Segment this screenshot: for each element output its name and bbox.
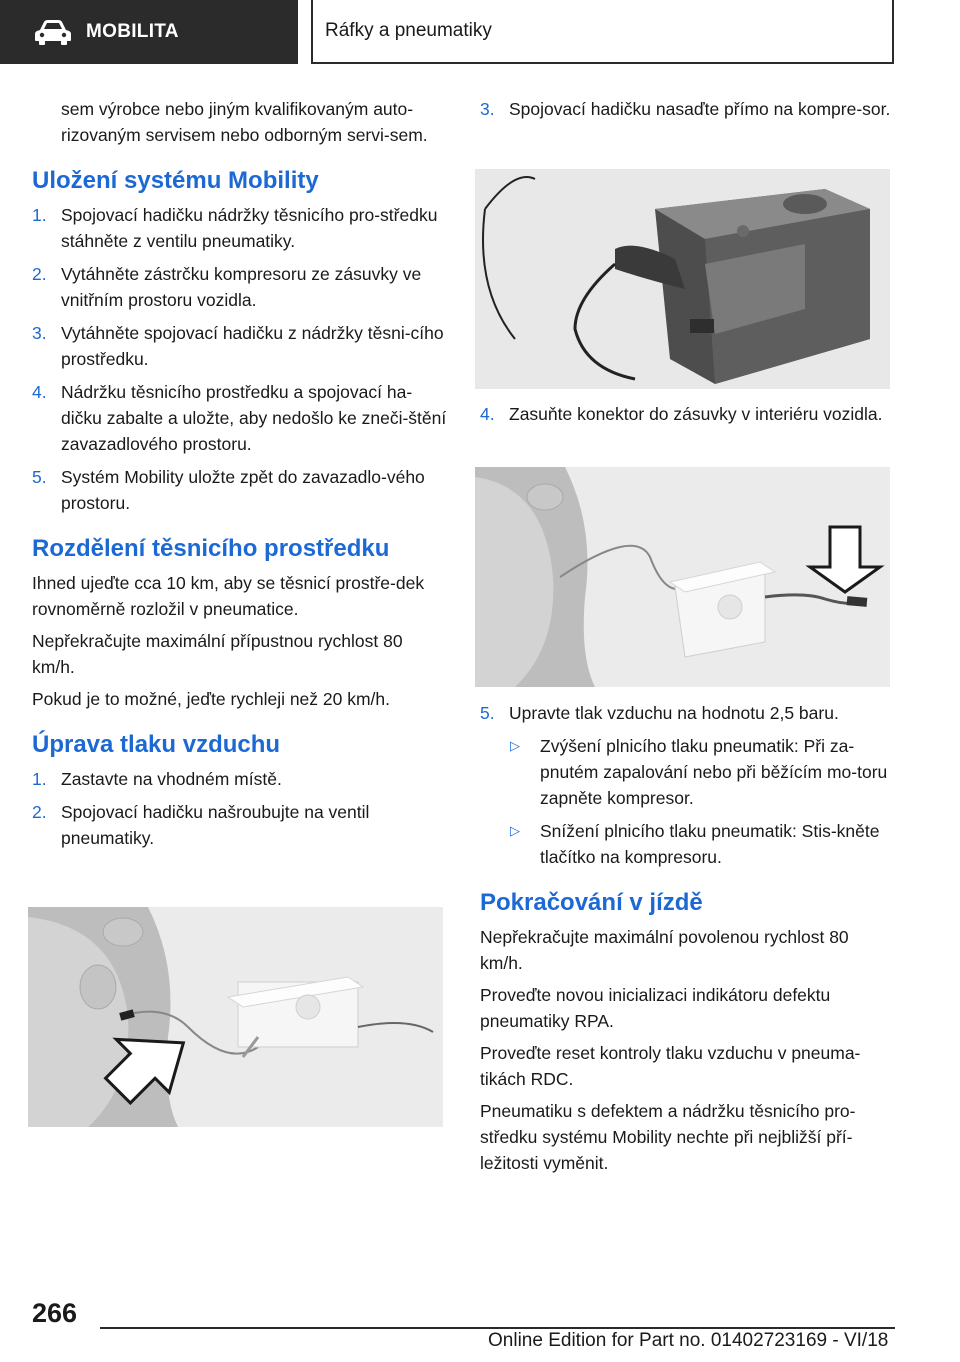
pressure-step bbox=[32, 766, 447, 792]
chapter-title-text: Ráfky a pneumatiky bbox=[325, 20, 492, 41]
distribute-paragraph: Ihned ujeďte cca 10 km, aby se těsnicí prostře-dek rovnoměrně rozložil v pneumatice. bbox=[32, 573, 425, 619]
bullet-text: Zvýšení plnicího tlaku pneumatik: Při za-pnutém zapalování nebo při běžícím mo-toru zapněte kompresor. bbox=[540, 736, 888, 808]
step-number: 3. bbox=[480, 99, 495, 119]
heading-pressure: Úprava tlaku vzduchu bbox=[32, 731, 281, 758]
section-label: MOBILITA bbox=[86, 21, 179, 42]
stow-step bbox=[32, 261, 447, 313]
figure-socket bbox=[475, 467, 890, 687]
footer-divider bbox=[100, 1327, 895, 1329]
stow-step bbox=[32, 320, 447, 372]
compressor-step bbox=[480, 96, 895, 122]
distribute-paragraph: Pokud je to možné, jeďte rychleji než 20 km/h. bbox=[32, 689, 391, 709]
heading-continue: Pokračování v jízdě bbox=[480, 889, 703, 916]
socket-step bbox=[480, 401, 895, 427]
bullet-item bbox=[509, 733, 895, 811]
right-column-step4 bbox=[480, 401, 895, 434]
continue-paragraph: Pneumatiku s defektem a nádržku těsnicího pro-středku systému Mobility nechte při nejbližší pří-ležitosti vyměnit. bbox=[480, 1101, 856, 1173]
intro-paragraph: sem výrobce nebo jiným kvalifikovaným auto-rizovaným servisem nebo odborným servi-sem. bbox=[61, 99, 428, 145]
step-number: 5. bbox=[480, 703, 495, 723]
step-text: Zasuňte konektor do zásuvky v interiéru vozidla. bbox=[509, 404, 883, 424]
figure-compressor bbox=[475, 169, 890, 389]
step-text: Systém Mobility uložte zpět do zavazadlo-vého prostoru. bbox=[61, 467, 425, 513]
step-text: Upravte tlak vzduchu na hodnotu 2,5 baru. bbox=[509, 703, 839, 723]
pressure-step bbox=[32, 799, 447, 851]
continue-paragraph: Nepřekračujte maximální povolenou rychlost 80 km/h. bbox=[480, 927, 849, 973]
bullet-text: Snížení plnicího tlaku pneumatik: Stis-kněte tlačítko na kompresoru. bbox=[540, 821, 880, 867]
step-number: 4. bbox=[480, 404, 495, 424]
continue-paragraph: Proveďte reset kontroly tlaku vzduchu v pneuma-tikách RDC. bbox=[480, 1043, 861, 1089]
step-number: 1. bbox=[32, 769, 47, 789]
right-column bbox=[480, 96, 895, 129]
step-number: 4. bbox=[32, 382, 47, 402]
step-text: Spojovací hadičku našroubujte na ventil pneumatiky. bbox=[61, 802, 370, 848]
step-text: Spojovací hadičku nasaďte přímo na kompre-sor. bbox=[509, 99, 891, 119]
socket-illustration bbox=[475, 467, 890, 687]
right-column-lower bbox=[480, 700, 895, 1182]
left-column bbox=[32, 96, 447, 858]
distribute-paragraph: Nepřekračujte maximální přípustnou rychlost 80 km/h. bbox=[32, 631, 403, 677]
pressure-adjust-step bbox=[480, 700, 895, 726]
heading-distribute: Rozdělení těsnicího prostředku bbox=[32, 535, 390, 562]
bullet-item bbox=[509, 818, 895, 870]
step-number: 5. bbox=[32, 467, 47, 487]
stow-step bbox=[32, 202, 447, 254]
triangle-bullet-icon: ▷ bbox=[510, 738, 520, 753]
stow-step bbox=[32, 464, 447, 516]
step-text: Vytáhněte zástrčku kompresoru ze zásuvky ve vnitřním prostoru vozidla. bbox=[61, 264, 422, 310]
step-number: 1. bbox=[32, 205, 47, 225]
edition-text: Online Edition for Part no. 01402723169 - VI/18 bbox=[488, 1330, 889, 1351]
step-number: 2. bbox=[32, 802, 47, 822]
step-text: Nádržku těsnicího prostředku a spojovací ha-dičku zabalte a uložte, aby nedošlo ke zneči-štění zavazadlového prostoru. bbox=[61, 382, 447, 454]
page-number: 266 bbox=[32, 1298, 78, 1328]
continue-paragraph: Proveďte novou inicializaci indikátoru defektu pneumatiky RPA. bbox=[480, 985, 831, 1031]
car-icon bbox=[34, 18, 72, 46]
step-text: Zastavte na vhodném místě. bbox=[61, 769, 282, 789]
step-text: Spojovací hadičku nádržky těsnicího pro-středku stáhněte z ventilu pneumatiky. bbox=[61, 205, 438, 251]
figure-valve-connection bbox=[28, 907, 443, 1127]
heading-stow: Uložení systému Mobility bbox=[32, 167, 319, 194]
valve-connection-illustration bbox=[28, 907, 443, 1127]
chapter-title bbox=[311, 0, 894, 64]
step-text: Vytáhněte spojovací hadičku z nádržky těsni-cího prostředku. bbox=[61, 323, 444, 369]
stow-step bbox=[32, 379, 447, 457]
triangle-bullet-icon: ▷ bbox=[510, 823, 520, 838]
section-tab bbox=[0, 0, 298, 64]
step-number: 3. bbox=[32, 323, 47, 343]
step-number: 2. bbox=[32, 264, 47, 284]
compressor-illustration bbox=[475, 169, 890, 389]
